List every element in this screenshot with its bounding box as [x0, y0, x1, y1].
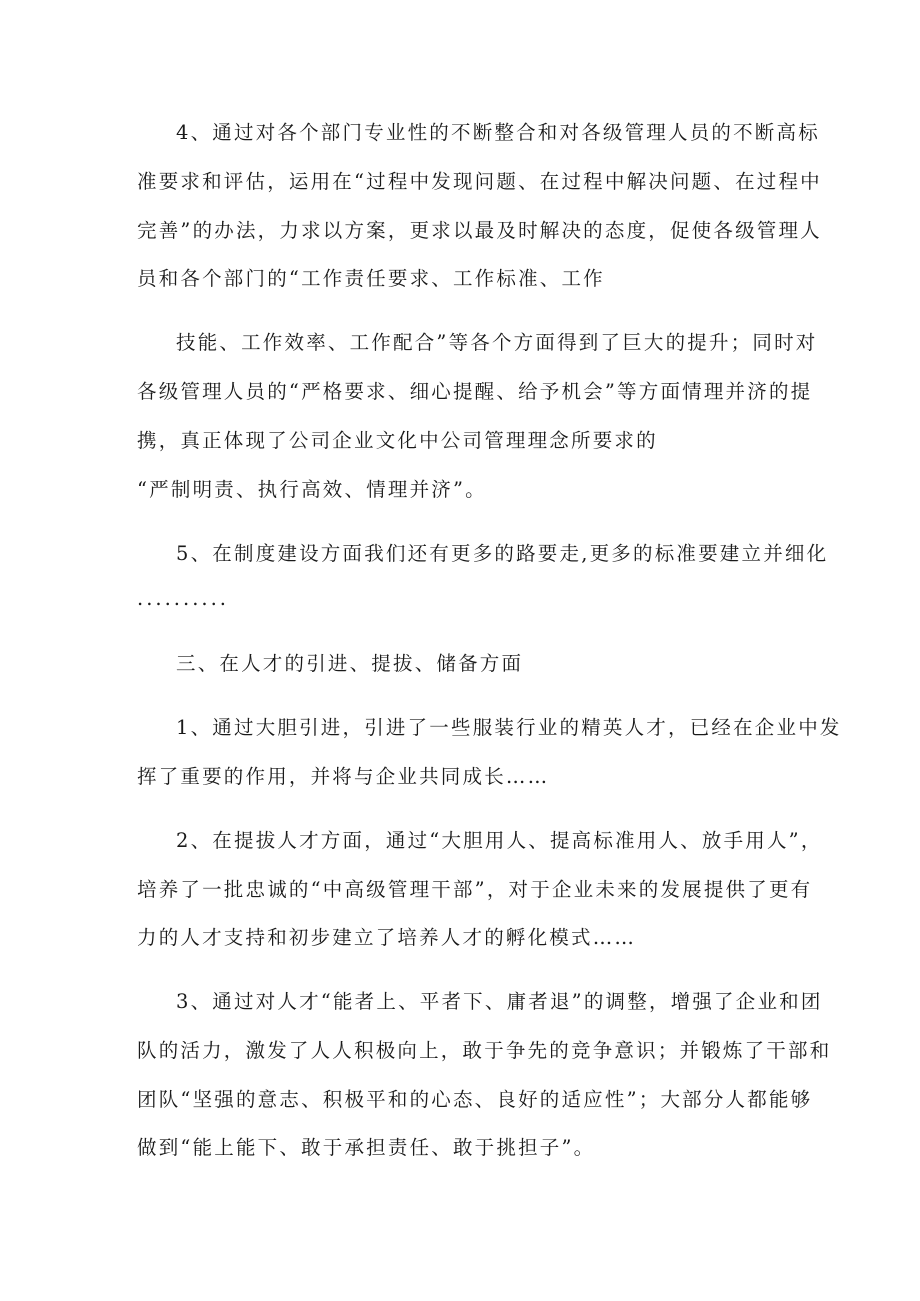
section-3-paragraph-1-line-2: 挥了重要的作用，并将与企业共同成长……: [137, 765, 550, 788]
paragraph-4b-line-4: “严制明责、执行高效、情理并济”。: [137, 478, 487, 501]
section-3-paragraph-1-line-1: 1、通过大胆引进，引进了一些服装行业的精英人才，已经在企业中发: [176, 716, 842, 739]
section-3-paragraph-3-line-3: 团队“坚强的意志、积极平和的心态、良好的适应性”；大部分人都能够: [137, 1088, 813, 1111]
paragraph-4-line-1: 4、通过对各个部门专业性的不断整合和对各级管理人员的不断高标: [176, 121, 820, 144]
paragraph-4-line-4: 员和各个部门的“工作责任要求、工作标准、工作: [137, 267, 605, 290]
paragraph-4b-line-2: 各级管理人员的“严格要求、细心提醒、给予机会”等方面情理并济的提: [137, 380, 813, 403]
section-3-paragraph-2-line-1: 2、在提拔人才方面，通过“大胆用人、提高标准用人、放手用人”，: [176, 829, 823, 852]
section-3-paragraph-2-line-3: 力的人才支持和初步建立了培养人才的孵化模式……: [137, 926, 637, 949]
paragraph-5-ellipsis: ..........: [137, 587, 229, 610]
paragraph-4-line-2: 准要求和评估，运用在“过程中发现问题、在过程中解决问题、在过程中: [137, 170, 822, 193]
section-3-paragraph-2-line-2: 培养了一批忠诚的“中高级管理干部”，对于企业未来的发展提供了更有: [137, 878, 813, 901]
paragraph-4-line-3: 完善”的办法，力求以方案，更求以最及时解决的态度，促使各级管理人: [137, 219, 822, 242]
section-3-heading: 三、在人才的引进、提拔、储备方面: [176, 652, 524, 675]
paragraph-4b-line-1: 技能、工作效率、工作配合”等各个方面得到了巨大的提升；同时对: [176, 331, 818, 354]
section-3-paragraph-3-line-1: 3、通过对人才“能者上、平者下、庸者退”的调整，增强了企业和团: [176, 990, 823, 1013]
section-3-paragraph-3-line-4: 做到“能上能下、敢于承担责任、敢于挑担子”。: [137, 1136, 596, 1159]
paragraph-5-line-1: 5、在制度建设方面我们还有更多的路要走,更多的标准要建立并细化: [176, 542, 829, 565]
section-3-paragraph-3-line-2: 队的活力，激发了人人积极向上，敢于争先的竞争意识；并锻炼了干部和: [137, 1039, 832, 1062]
paragraph-4b-line-3: 携，真正体现了公司企业文化中公司管理理念所要求的: [137, 429, 658, 452]
